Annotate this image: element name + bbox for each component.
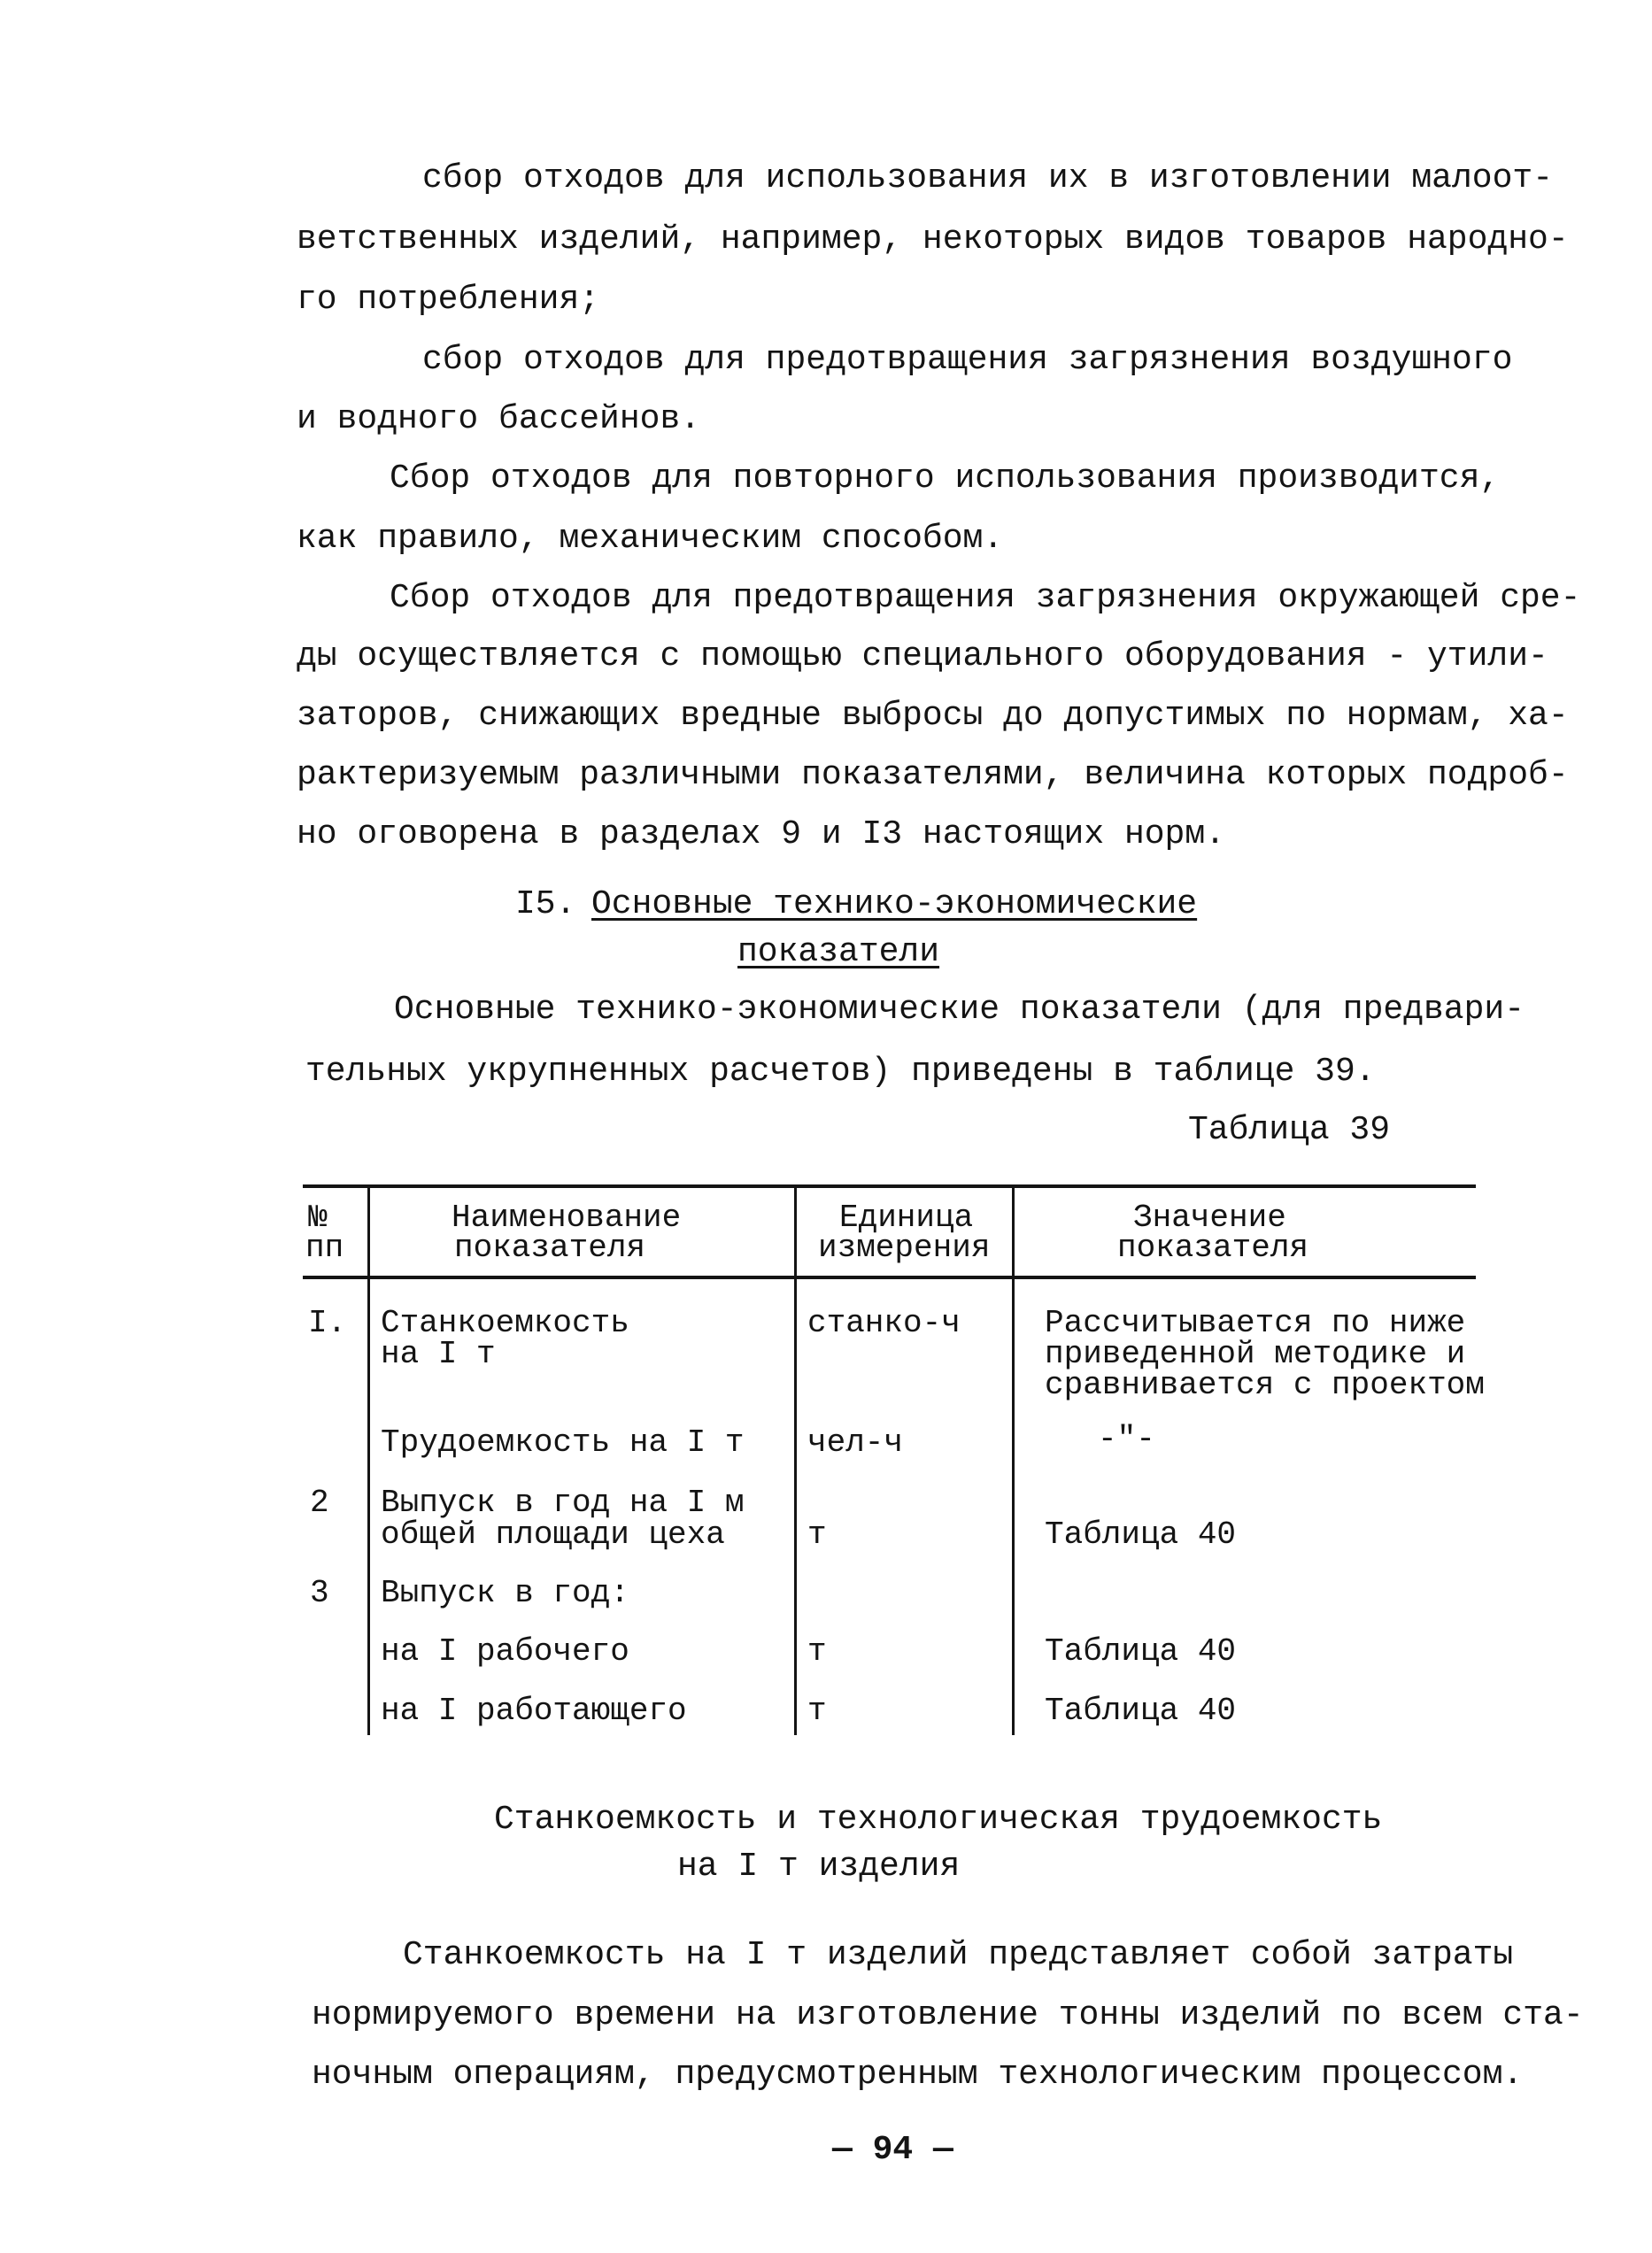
row-6-unit: т <box>807 1693 827 1729</box>
header-num-line-1: № <box>308 1200 328 1236</box>
row-6-value: Таблица 40 <box>1045 1693 1237 1729</box>
closing-line-2: нормируемого времени на изготовление тонны изделий по всем ста- <box>312 1996 1584 2034</box>
row-2-name: Трудоемкость на I т <box>381 1424 745 1461</box>
row-5-name: на I рабочего <box>381 1633 629 1670</box>
row-5-unit: т <box>807 1633 827 1670</box>
row-6-name: на I работающего <box>381 1693 687 1729</box>
header-name-line-2: показателя <box>454 1230 646 1266</box>
section-number: I5. <box>515 885 576 923</box>
table-caption: Таблица 39 <box>1188 1111 1391 1149</box>
paragraph-1-line-1: сбор отходов для использования их в изготовлении малоот- <box>422 159 1554 197</box>
paragraph-4-line-2: ды осуществляется с помощью специального оборудования - утили- <box>297 637 1548 675</box>
row-2-unit: чел-ч <box>807 1424 904 1461</box>
row-1-value-line-3: сравнивается с проектом <box>1045 1367 1485 1403</box>
header-value-line-1: Значение <box>1133 1200 1286 1236</box>
paragraph-2-line-1: сбор отходов для предотвращения загрязнения воздушного <box>422 341 1513 379</box>
intro-line-2: тельных укрупненных расчетов) приведены в таблице 39. <box>305 1053 1376 1091</box>
table-top-rule <box>303 1184 1476 1188</box>
header-unit-line-1: Единица <box>839 1200 974 1236</box>
section-title-line-2: показатели <box>737 933 940 971</box>
row-1-unit: станко-ч <box>807 1305 961 1341</box>
table-divider-num <box>367 1184 370 1735</box>
table-divider-name <box>794 1184 797 1735</box>
intro-line-1: Основные технико-экономические показатели (для предвари- <box>394 991 1525 1029</box>
row-1-name-line-2: на I т <box>381 1336 496 1372</box>
section-title-line-1: Основные технико-экономические <box>591 885 1198 923</box>
paragraph-1-line-3: го потребления; <box>297 281 600 319</box>
closing-line-3: ночным операциям, предусмотренным технологическим процессом. <box>312 2056 1524 2094</box>
row-4-num: 3 <box>310 1575 329 1611</box>
subsection-title-line-2: на I т изделия <box>677 1848 961 1886</box>
header-name-line-1: Наименование <box>452 1200 682 1236</box>
row-3-name-line-1: Выпуск в год на I м <box>381 1485 745 1521</box>
paragraph-3-line-2: как правило, механическим способом. <box>297 520 1004 558</box>
paragraph-4-line-3: заторов, снижающих вредные выбросы до допустимых по нормам, ха- <box>297 697 1569 735</box>
row-1-value-line-1: Рассчитывается по ниже <box>1045 1305 1466 1341</box>
row-3-num: 2 <box>310 1485 329 1521</box>
table-divider-unit <box>1012 1184 1015 1735</box>
header-value-line-2: показателя <box>1117 1230 1309 1266</box>
header-num-line-2: пп <box>305 1230 344 1266</box>
paragraph-4-line-5: но оговорена в разделах 9 и I3 настоящих норм. <box>297 815 1225 853</box>
subsection-title-line-1: Станкоемкость и технологическая трудоемкость <box>494 1801 1383 1839</box>
paragraph-4-line-4: рактеризуемым различными показателями, величина которых подроб- <box>297 756 1569 794</box>
paragraph-4-line-1: Сбор отходов для предотвращения загрязнения окружающей сре- <box>390 579 1581 617</box>
paragraph-1-line-2: ветственных изделий, например, некоторых видов товаров народно- <box>297 220 1569 258</box>
row-4-name: Выпуск в год: <box>381 1575 629 1611</box>
row-3-unit: т <box>807 1516 827 1553</box>
row-3-name-line-2: общей площади цеха <box>381 1516 725 1553</box>
row-1-num: I. <box>308 1305 347 1341</box>
row-1-value-line-2: приведенной методике и <box>1045 1336 1466 1372</box>
paragraph-2-line-2: и водного бассейнов. <box>297 400 701 438</box>
row-2-value: -"- <box>1098 1421 1155 1457</box>
closing-line-1: Станкоемкость на I т изделий представляет собой затраты <box>403 1936 1514 1974</box>
table-header-rule <box>303 1276 1476 1279</box>
header-unit-line-2: измерения <box>818 1230 991 1266</box>
paragraph-3-line-1: Сбор отходов для повторного использования производится, <box>390 459 1501 498</box>
page-number: — 94 — <box>832 2131 953 2169</box>
row-5-value: Таблица 40 <box>1045 1633 1237 1670</box>
row-1-name-line-1: Станкоемкость <box>381 1305 629 1341</box>
row-3-value: Таблица 40 <box>1045 1516 1237 1553</box>
